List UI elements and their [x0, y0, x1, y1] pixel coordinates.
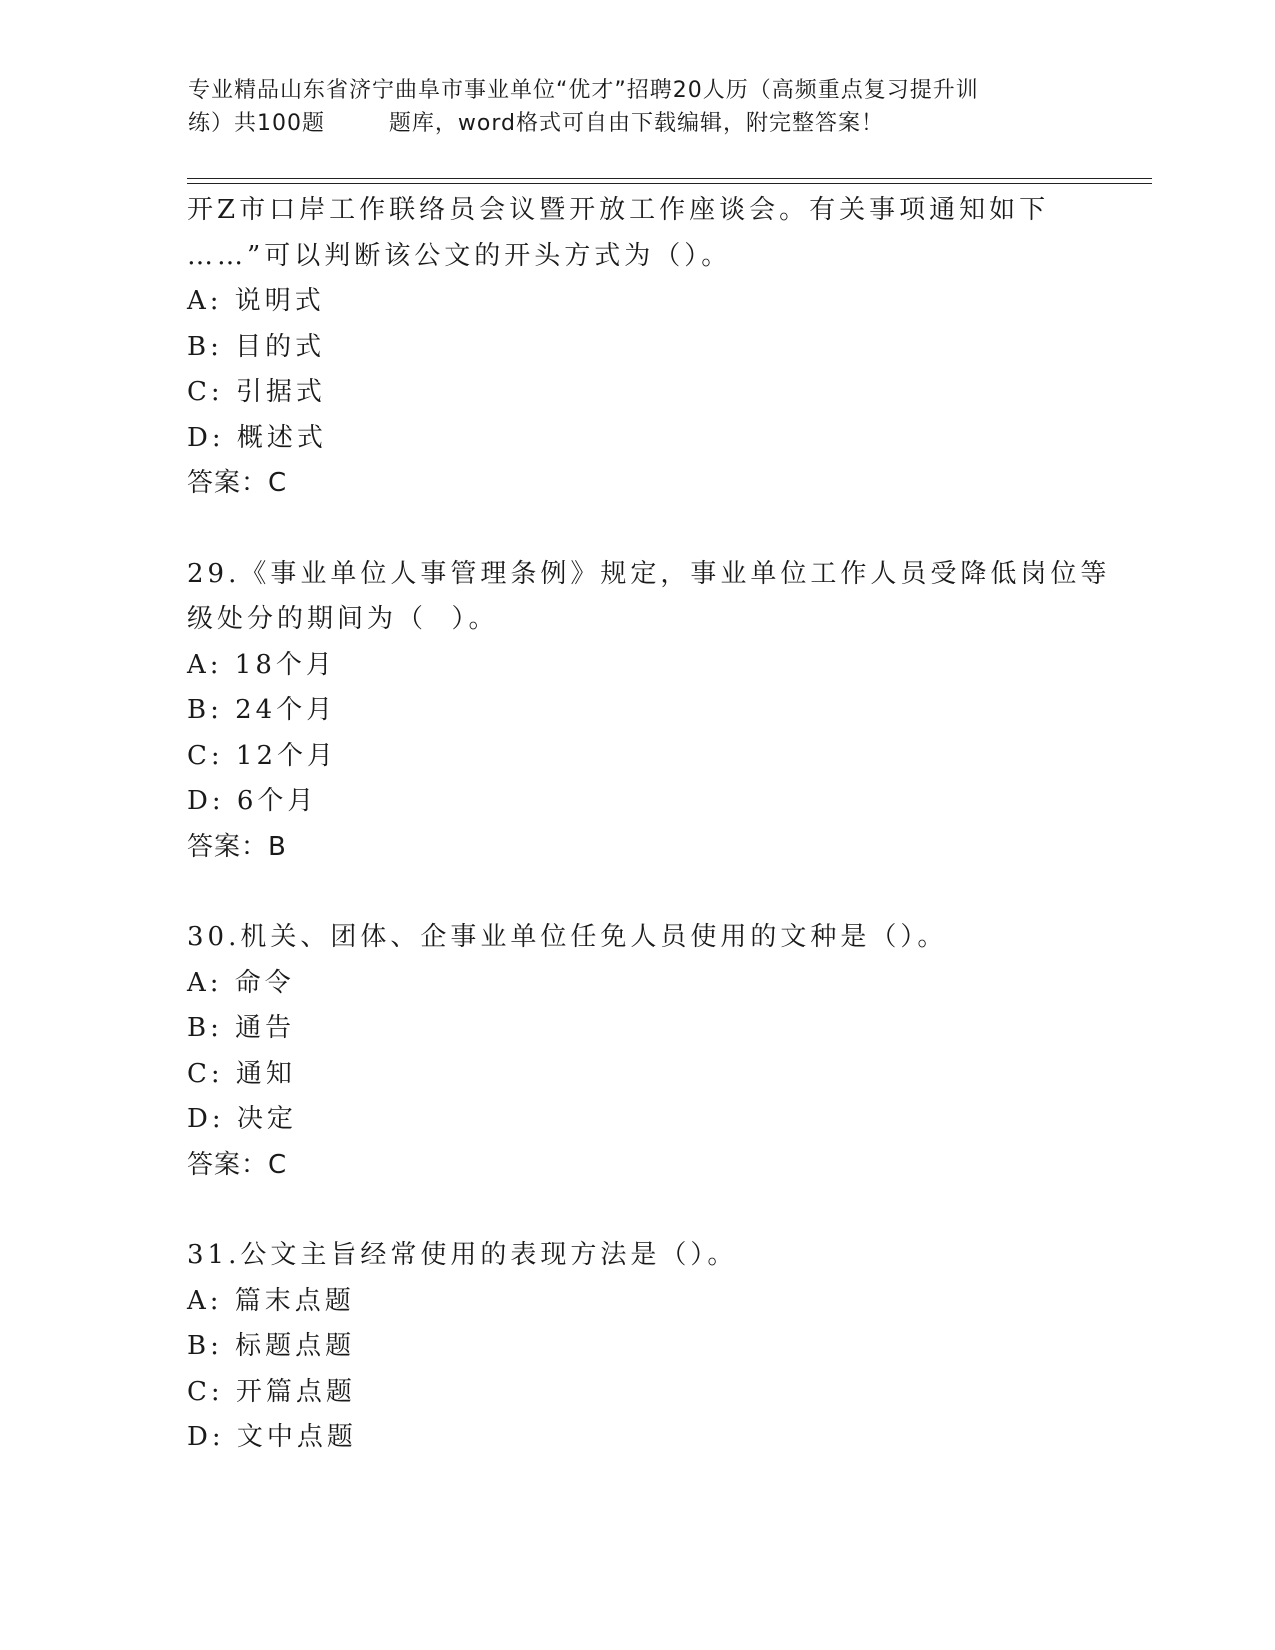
question-text-line: 开Z市口岸工作联络员会议暨开放工作座谈会。有关事项通知如下 [187, 195, 1050, 225]
option-c: C: 开篇点题 [187, 1376, 356, 1407]
answer-line: 答案：C [187, 468, 288, 498]
question-30 [187, 915, 1147, 1188]
question-31 [187, 1233, 1147, 1461]
option-c: C: 引据式 [187, 377, 326, 407]
header-rule-top [187, 178, 1152, 179]
answer-line: 答案：C [187, 1149, 288, 1180]
option-c: C: 通知 [187, 1058, 296, 1089]
question-continued [187, 188, 1147, 507]
option-a: A: 说明式 [187, 286, 325, 316]
header-line-2: 练）共100题 题库，word格式可自由下载编辑，附完整答案！ [188, 111, 885, 136]
answer-line: 答案：B [187, 831, 287, 862]
option-d: D: 文中点题 [187, 1422, 357, 1452]
question-text-line: 31.公文主旨经常使用的表现方法是（）。 [187, 1240, 738, 1270]
option-b: B: 24个月 [187, 695, 337, 725]
option-d: D: 6个月 [187, 786, 318, 816]
option-b: B: 通告 [187, 1013, 296, 1043]
question-text-line: 级处分的期间为（ ）。 [187, 604, 499, 634]
option-a: A: 篇末点题 [187, 1285, 355, 1316]
option-c: C: 12个月 [187, 740, 338, 771]
question-text-line: ……”可以判断该公文的开头方式为（）。 [187, 240, 732, 271]
option-a: A: 命令 [187, 967, 295, 998]
option-d: D: 决定 [187, 1104, 297, 1134]
option-a: A: 18个月 [187, 649, 336, 680]
option-d: D: 概述式 [187, 422, 327, 453]
question-text-line: 29.《事业单位人事管理条例》规定，事业单位工作人员受降低岗位等 [187, 558, 1111, 589]
header-line-1: 专业精品山东省济宁曲阜市事业单位“优才”招聘20人历（高频重点复习提升训 [188, 78, 979, 103]
option-b: B: 目的式 [187, 331, 326, 362]
header-rule-bottom [187, 183, 1152, 184]
question-text-line: 30.机关、团体、企事业单位任免人员使用的文种是（）。 [187, 922, 948, 952]
option-b: B: 标题点题 [187, 1331, 356, 1361]
question-content [187, 188, 1147, 1461]
page-header [188, 74, 1088, 140]
question-29 [187, 552, 1147, 871]
